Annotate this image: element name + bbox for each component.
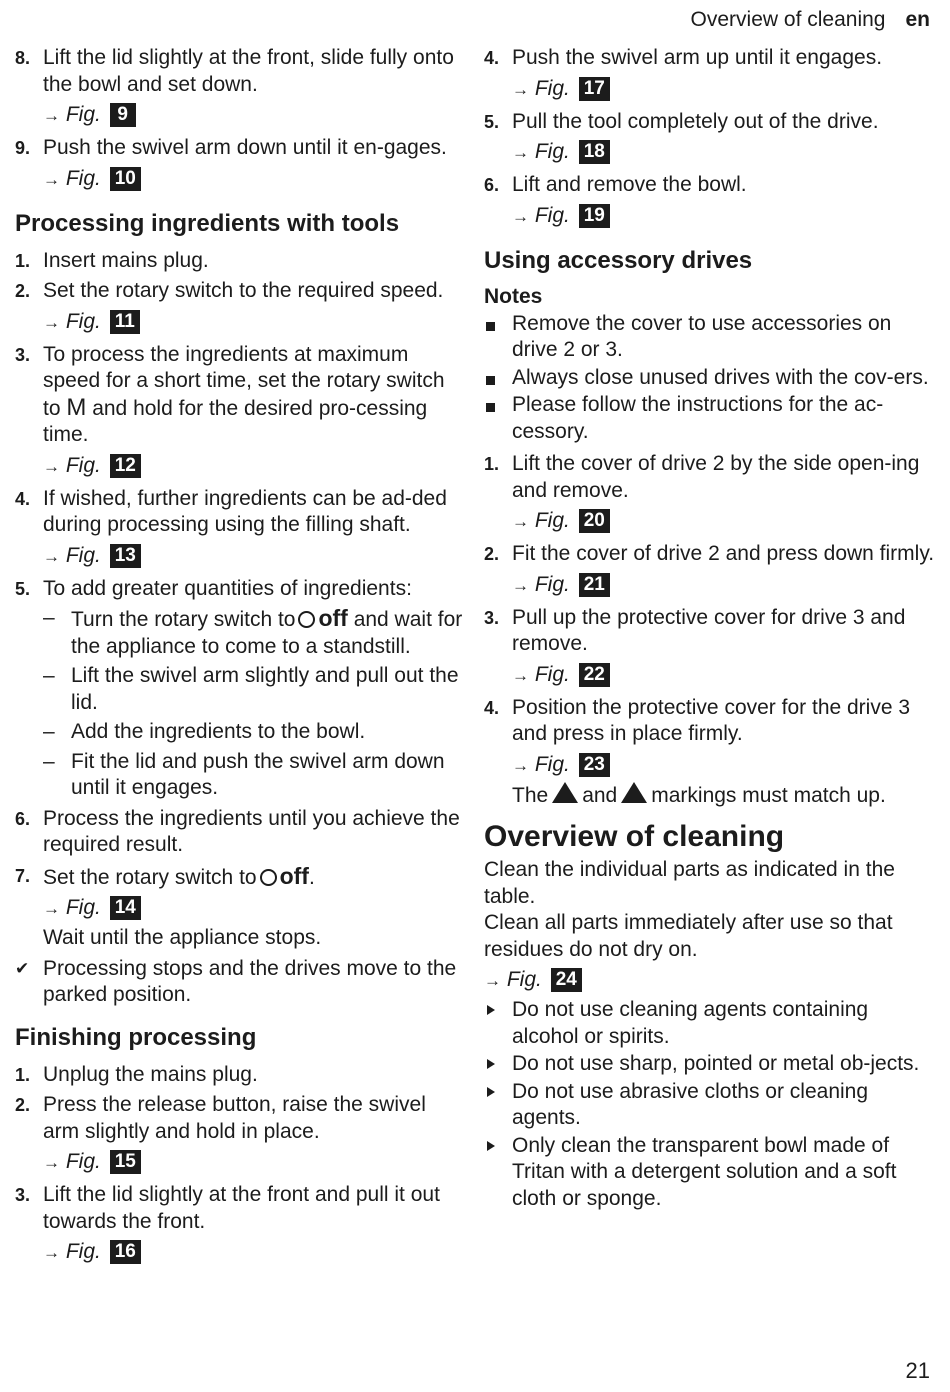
figure-ref <box>43 164 467 195</box>
figure-ref <box>512 660 936 691</box>
sub-step-text: Add the ingredients to the bowl. <box>71 720 366 743</box>
finishing-step-2 <box>15 1092 467 1178</box>
off-word: off <box>318 605 348 631</box>
dash-icon: – <box>43 749 55 773</box>
fig-label: Fig. <box>65 1150 101 1173</box>
step-text: Pull the tool completely out of the drive. <box>512 109 879 133</box>
square-bullet-icon <box>486 376 495 385</box>
arrow-icon: → <box>43 312 60 332</box>
arrow-icon: → <box>512 206 529 226</box>
fig-label: Fig. <box>65 896 101 919</box>
processing-step-2 <box>15 278 467 338</box>
processing-step-7 <box>15 863 467 952</box>
dash-icon: – <box>43 664 55 687</box>
step-text: Insert mains plug. <box>43 248 209 272</box>
arrow-icon: → <box>43 106 60 125</box>
accessory-step-4 <box>484 695 936 810</box>
fig-number: 14 <box>110 896 141 920</box>
warning-item <box>484 1133 936 1213</box>
arrow-icon: → <box>43 169 60 189</box>
triangle-marking-icon <box>552 782 578 803</box>
triangle-bullet-icon <box>487 1087 495 1097</box>
result-text: Processing stops and the drives move to the parked position. <box>43 956 457 1006</box>
figure-ref <box>43 893 467 924</box>
step-text: Position the protective cover for the drive 3 and press in place firmly. <box>512 695 911 745</box>
right-column <box>484 45 936 1213</box>
step-number: 4. <box>484 48 500 68</box>
step-number: 6. <box>15 808 31 829</box>
figure-ref <box>484 965 936 996</box>
fig-label: Fig. <box>534 662 570 686</box>
fig-number: 11 <box>110 310 140 334</box>
step-text-b: and hold for the desired pro-cessing time. <box>43 396 428 446</box>
step-number: 3. <box>15 1185 31 1205</box>
step-text: Push the swivel arm down until it en-gages. <box>43 136 447 159</box>
off-word: off <box>279 862 309 889</box>
sub-step <box>43 719 467 746</box>
sub-step <box>43 605 467 660</box>
step-number: 2. <box>484 544 500 564</box>
note-text: Please follow the instructions for the ac-cessory. <box>512 393 884 443</box>
step-number: 8. <box>15 48 31 68</box>
arrow-icon: → <box>512 575 529 595</box>
processing-step-5 <box>15 576 467 802</box>
step-text: Lift and remove the bowl. <box>512 173 747 196</box>
step-6 <box>484 172 936 232</box>
step-text: To add greater quantities of ingredients: <box>43 576 412 600</box>
fig-label: Fig. <box>534 752 570 776</box>
accessory-step-1 <box>484 451 936 537</box>
step-number: 4. <box>484 697 500 718</box>
heading-accessory-drives: Using accessory drives <box>484 246 753 274</box>
warning-item <box>484 1079 936 1132</box>
sub-step <box>43 663 467 716</box>
processing-step-4 <box>15 486 467 572</box>
fig-label: Fig. <box>534 140 570 163</box>
sub-step <box>43 749 467 802</box>
step-text-a: Set the rotary switch to <box>43 865 257 889</box>
fig-label: Fig. <box>506 968 542 991</box>
fig-number: 23 <box>579 753 610 777</box>
processing-step-3 <box>15 342 467 482</box>
off-symbol-icon <box>260 869 277 886</box>
processing-step-1 <box>15 248 467 275</box>
finishing-step-1 <box>15 1062 467 1089</box>
processing-step-6 <box>15 806 467 859</box>
markings-text-b: and <box>582 783 618 807</box>
step-number: 1. <box>15 250 31 271</box>
step-number: 3. <box>484 607 500 628</box>
step-number: 1. <box>484 454 500 474</box>
fig-number: 19 <box>579 204 610 228</box>
sub-step-text-b: and wait for the appliance to come to a standstill. <box>71 608 463 658</box>
triangle-bullet-icon <box>487 1059 495 1069</box>
m-symbol: M <box>66 393 87 421</box>
square-bullet-icon <box>486 403 495 412</box>
note-text: Always close unused drives with the cov-ers. <box>512 365 929 389</box>
fig-label: Fig. <box>65 103 101 126</box>
step-text-a: To process the ingredients at maximum speed for a short time, set the rotary switch to <box>43 342 445 420</box>
step-text: Push the swivel arm up until it engages. <box>512 46 883 69</box>
fig-label: Fig. <box>534 203 570 227</box>
notes-heading: Notes <box>484 284 543 308</box>
arrow-icon: → <box>512 143 529 162</box>
figure-ref <box>512 506 936 537</box>
step-text: Press the release button, raise the swivel arm slightly and hold in place. <box>43 1093 426 1143</box>
arrow-icon: → <box>512 665 529 685</box>
figure-ref <box>512 137 936 168</box>
header-section: Overview of cleaning <box>690 8 886 31</box>
dash-icon: – <box>43 720 55 743</box>
fig-number: 17 <box>579 77 610 101</box>
arrow-icon: → <box>512 79 529 99</box>
fig-number: 10 <box>110 167 141 191</box>
accessory-step-2 <box>484 541 936 601</box>
step-text: Lift the lid slightly at the front and pull it out towards the front. <box>43 1183 440 1233</box>
warning-text: Do not use cleaning agents containing alcohol or spirits. <box>512 998 869 1048</box>
sub-step-text: Fit the lid and push the swivel arm down until it engages. <box>71 749 445 799</box>
markings-text-a: The <box>512 783 549 807</box>
arrow-icon: → <box>512 755 529 775</box>
step-text: Set the rotary switch to the required speed. <box>43 279 444 302</box>
step-number: 3. <box>15 344 31 365</box>
figure-ref <box>43 541 467 572</box>
triangle-marking-icon <box>621 782 647 803</box>
note-text: Remove the cover to use accessories on drive 2 or 3. <box>512 311 892 361</box>
sub-step-text-a: Turn the rotary switch to <box>71 608 296 631</box>
warning-text: Do not use sharp, pointed or metal ob-jects. <box>512 1052 920 1075</box>
heading-overview-cleaning: Overview of cleaning <box>484 820 785 853</box>
note-item <box>484 311 936 364</box>
figure-ref <box>43 100 467 131</box>
heading-processing: Processing ingredients with tools <box>15 209 400 237</box>
step-8 <box>15 45 467 131</box>
step-text: Fit the cover of drive 2 and press down firmly. <box>512 542 935 565</box>
page-number: 21 <box>905 1358 930 1383</box>
finishing-step-3 <box>15 1182 467 1268</box>
left-column <box>15 45 467 1272</box>
step-9 <box>15 135 467 195</box>
step-text <box>43 342 467 449</box>
figure-ref <box>43 451 467 482</box>
arrow-icon: → <box>43 456 60 476</box>
fig-number: 9 <box>110 103 136 127</box>
note-item <box>484 365 936 392</box>
fig-label: Fig. <box>65 166 101 190</box>
step-5 <box>484 109 936 169</box>
arrow-icon: → <box>43 1243 60 1262</box>
fig-number: 20 <box>579 509 610 533</box>
overview-paragraph-2: Clean all parts immediately after use so that residues do not dry on. <box>484 911 893 961</box>
note-item <box>484 392 936 445</box>
checkmark-icon: ✔ <box>15 958 30 978</box>
result-line <box>15 956 467 1009</box>
arrow-icon: → <box>484 971 501 990</box>
fig-number: 16 <box>110 1240 141 1264</box>
heading-finishing: Finishing processing <box>15 1023 257 1051</box>
triangle-bullet-icon <box>487 1141 495 1151</box>
step-text: Lift the lid slightly at the front, slide fully onto the bowl and set down. <box>43 46 454 96</box>
step-number: 1. <box>15 1064 31 1085</box>
step-text: Process the ingredients until you achieve the required result. <box>43 806 460 856</box>
fig-label: Fig. <box>534 76 570 100</box>
figure-ref <box>512 750 936 781</box>
arrow-icon: → <box>512 512 529 531</box>
fig-number: 13 <box>110 544 141 568</box>
step-number: 5. <box>15 578 31 599</box>
fig-label: Fig. <box>65 543 101 567</box>
step-number: 2. <box>15 281 31 301</box>
square-bullet-icon <box>486 322 495 331</box>
fig-number: 21 <box>579 573 610 597</box>
step-number: 4. <box>15 488 31 509</box>
fig-number: 12 <box>110 454 141 478</box>
fig-label: Fig. <box>534 509 570 532</box>
fig-label: Fig. <box>534 572 570 596</box>
step-4 <box>484 45 936 105</box>
figure-ref <box>512 570 936 601</box>
step-text: Unplug the mains plug. <box>43 1062 258 1086</box>
warning-item <box>484 997 936 1050</box>
arrow-icon: → <box>43 1153 60 1172</box>
arrow-icon: → <box>43 546 60 566</box>
markings-text <box>512 782 936 810</box>
step-text: Pull up the protective cover for drive 3 and remove. <box>512 605 906 655</box>
step-number: 2. <box>15 1095 31 1115</box>
step-number: 6. <box>484 175 500 195</box>
fig-label: Fig. <box>65 453 101 477</box>
markings-text-c: markings must match up. <box>651 783 886 807</box>
fig-number: 24 <box>551 968 582 992</box>
off-symbol-icon <box>298 611 315 628</box>
fig-label: Fig. <box>65 1240 101 1263</box>
figure-ref <box>512 74 936 105</box>
figure-ref <box>43 307 467 338</box>
step-text: Set the rotary switch to off. <box>43 862 315 889</box>
fig-number: 15 <box>110 1150 141 1174</box>
step-number: 9. <box>15 138 31 158</box>
fig-number: 18 <box>579 140 610 164</box>
fig-label: Fig. <box>65 309 101 333</box>
wait-text: Wait until the appliance stops. <box>43 926 322 949</box>
figure-ref <box>43 1237 467 1268</box>
figure-ref <box>43 1147 467 1178</box>
running-header <box>691 8 930 32</box>
header-language: en <box>905 8 930 31</box>
step-number: 7. <box>15 865 31 886</box>
figure-ref <box>512 201 936 232</box>
warning-text: Only clean the transparent bowl made of Tritan with a detergent solution and a soft cloth or sponge. <box>512 1133 897 1210</box>
sub-step-text: Lift the swivel arm slightly and pull out the lid. <box>71 664 459 714</box>
step-text: If wished, further ingredients can be ad-ded during processing using the filling shaft. <box>43 486 447 536</box>
warning-text: Do not use abrasive cloths or cleaning agents. <box>512 1079 869 1129</box>
overview-paragraph-1: Clean the individual parts as indicated in the table. <box>484 858 895 908</box>
step-number: 5. <box>484 111 500 132</box>
dash-icon: – <box>43 606 55 629</box>
step-text: Lift the cover of drive 2 by the side open-ing and remove. <box>512 452 920 502</box>
warning-item <box>484 1051 936 1078</box>
fig-number: 22 <box>579 663 610 687</box>
arrow-icon: → <box>43 899 60 918</box>
triangle-bullet-icon <box>487 1005 495 1015</box>
accessory-step-3 <box>484 605 936 691</box>
